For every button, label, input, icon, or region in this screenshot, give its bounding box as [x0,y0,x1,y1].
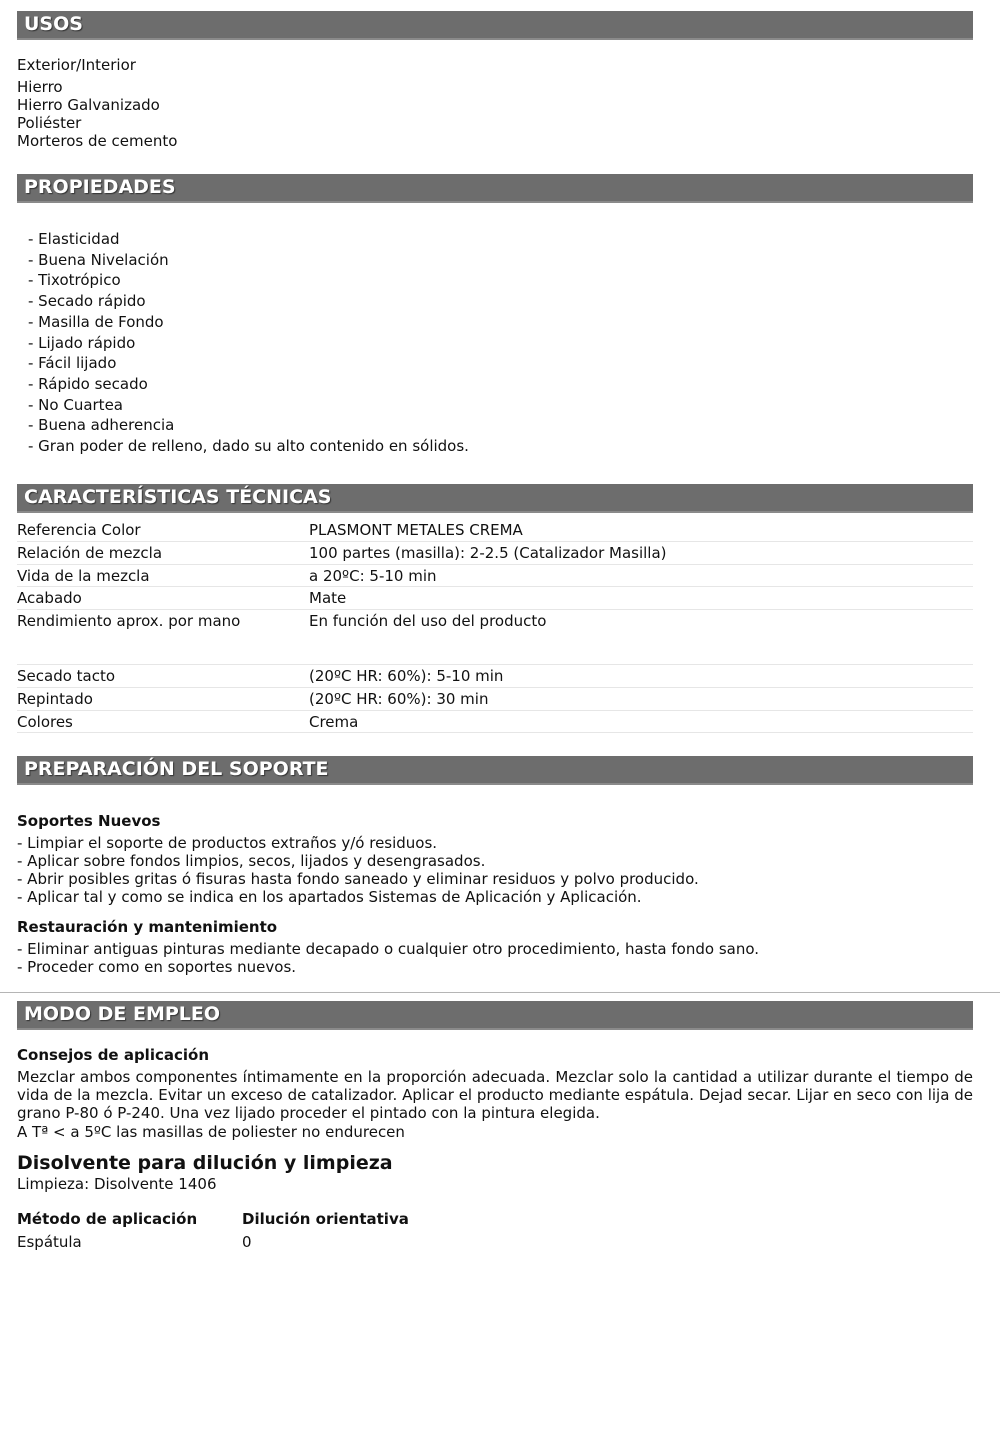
usos-item: Exterior/Interior [17,56,136,74]
property-item: - Masilla de Fondo [28,312,164,331]
property-item: - Gran poder de relleno, dado su alto contenido en sólidos. [28,437,469,456]
usos-item: Hierro Galvanizado [17,96,160,114]
preparation-step: - Abrir posibles gritas ó fisuras hasta fondo saneado y eliminar residuos y polvo producido. [17,870,699,888]
disolvente-heading: Disolvente para dilución y limpieza [17,1152,393,1174]
row-value: 100 partes (masilla): 2-2.5 (Catalizador Masilla) [309,543,667,562]
usos-item: Morteros de cemento [17,132,178,150]
section-header-modo-empleo: MODO DE EMPLEO [17,1001,973,1030]
row-value: PLASMONT METALES CREMA [309,521,523,539]
table-row [17,565,973,588]
technical-table [17,519,973,733]
row-label: Repintado [17,689,93,708]
row-label: Referencia Color [17,521,141,539]
property-item: - Secado rápido [28,292,146,311]
dilucion-value: 0 [242,1233,252,1251]
table-row [17,610,973,632]
disolvente-text: Limpieza: Disolvente 1406 [17,1175,217,1193]
preparation-step: - Limpiar el soporte de productos extraños y/ó residuos. [17,834,438,852]
consejos-paragraph: Mezclar ambos componentes íntimamente en la proporción adecuada. Mezclar solo la cantidad a utilizar durante el tiempo de vida de la mezcla. Evitar un exceso de catalizador. Aplicar el producto mediante espátula. Dejad secar. Lijar en seco con lija de grano P-80 ó P-240. Una vez lijado proceder el pintado con la pintura elegida. [17,1068,973,1123]
row-value: a 20ºC: 5-10 min [309,566,437,585]
property-item: - Fácil lijado [28,354,117,373]
row-value: (20ºC HR: 60%): 5-10 min [309,666,504,685]
property-item: - Lijado rápido [28,333,136,352]
metodo-value: Espátula [17,1233,82,1251]
row-value: Crema [309,712,359,731]
restoration-step: - Eliminar antiguas pinturas mediante decapado o cualquier otro procedimiento, hasta fondo sano. [17,940,760,958]
row-label: Vida de la mezcla [17,566,150,585]
consejos-note: A Tª < a 5ºC las masillas de poliester no endurecen [17,1123,405,1141]
row-value: (20ºC HR: 60%): 30 min [309,689,489,708]
section-header-caracteristicas: CARACTERÍSTICAS TÉCNICAS [17,484,973,513]
table-row-empty [17,632,973,665]
property-item: - No Cuartea [28,395,123,414]
property-item: - Tixotrópico [28,271,121,290]
table-row [17,542,973,565]
section-header-propiedades: PROPIEDADES [17,174,973,203]
property-item: - Buena adherencia [28,416,175,435]
table-row [17,711,973,734]
preparation-step: - Aplicar sobre fondos limpios, secos, lijados y desengrasados. [17,852,486,870]
row-value: Mate [309,589,347,608]
row-label: Acabado [17,589,82,608]
row-label: Rendimiento aprox. por mano [17,612,241,631]
table-row [17,587,973,610]
row-label: Colores [17,712,73,731]
properties-list [28,229,469,457]
subheading-restauracion: Restauración y mantenimiento [17,918,278,936]
property-item: - Rápido secado [28,374,148,393]
dilucion-header: Dilución orientativa [242,1210,409,1228]
subheading-soportes-nuevos: Soportes Nuevos [17,812,161,830]
row-value: En función del uso del producto [309,612,547,631]
table-row [17,519,973,542]
usos-item: Hierro [17,78,63,96]
subheading-consejos: Consejos de aplicación [17,1046,209,1064]
table-row [17,665,973,688]
metodo-header: Método de aplicación [17,1210,198,1228]
preparation-step: - Aplicar tal y como se indica en los apartados Sistemas de Aplicación y Aplicación. [17,888,642,906]
row-label: Relación de mezcla [17,543,163,562]
table-row [17,688,973,711]
section-header-preparacion: PREPARACIÓN DEL SOPORTE [17,756,973,785]
row-label: Secado tacto [17,666,116,685]
property-item: - Buena Nivelación [28,250,169,269]
property-item: - Elasticidad [28,230,120,248]
section-header-usos: USOS [17,11,973,40]
usos-item: Poliéster [17,114,82,132]
section-divider [0,992,1000,993]
restoration-step: - Proceder como en soportes nuevos. [17,958,297,976]
